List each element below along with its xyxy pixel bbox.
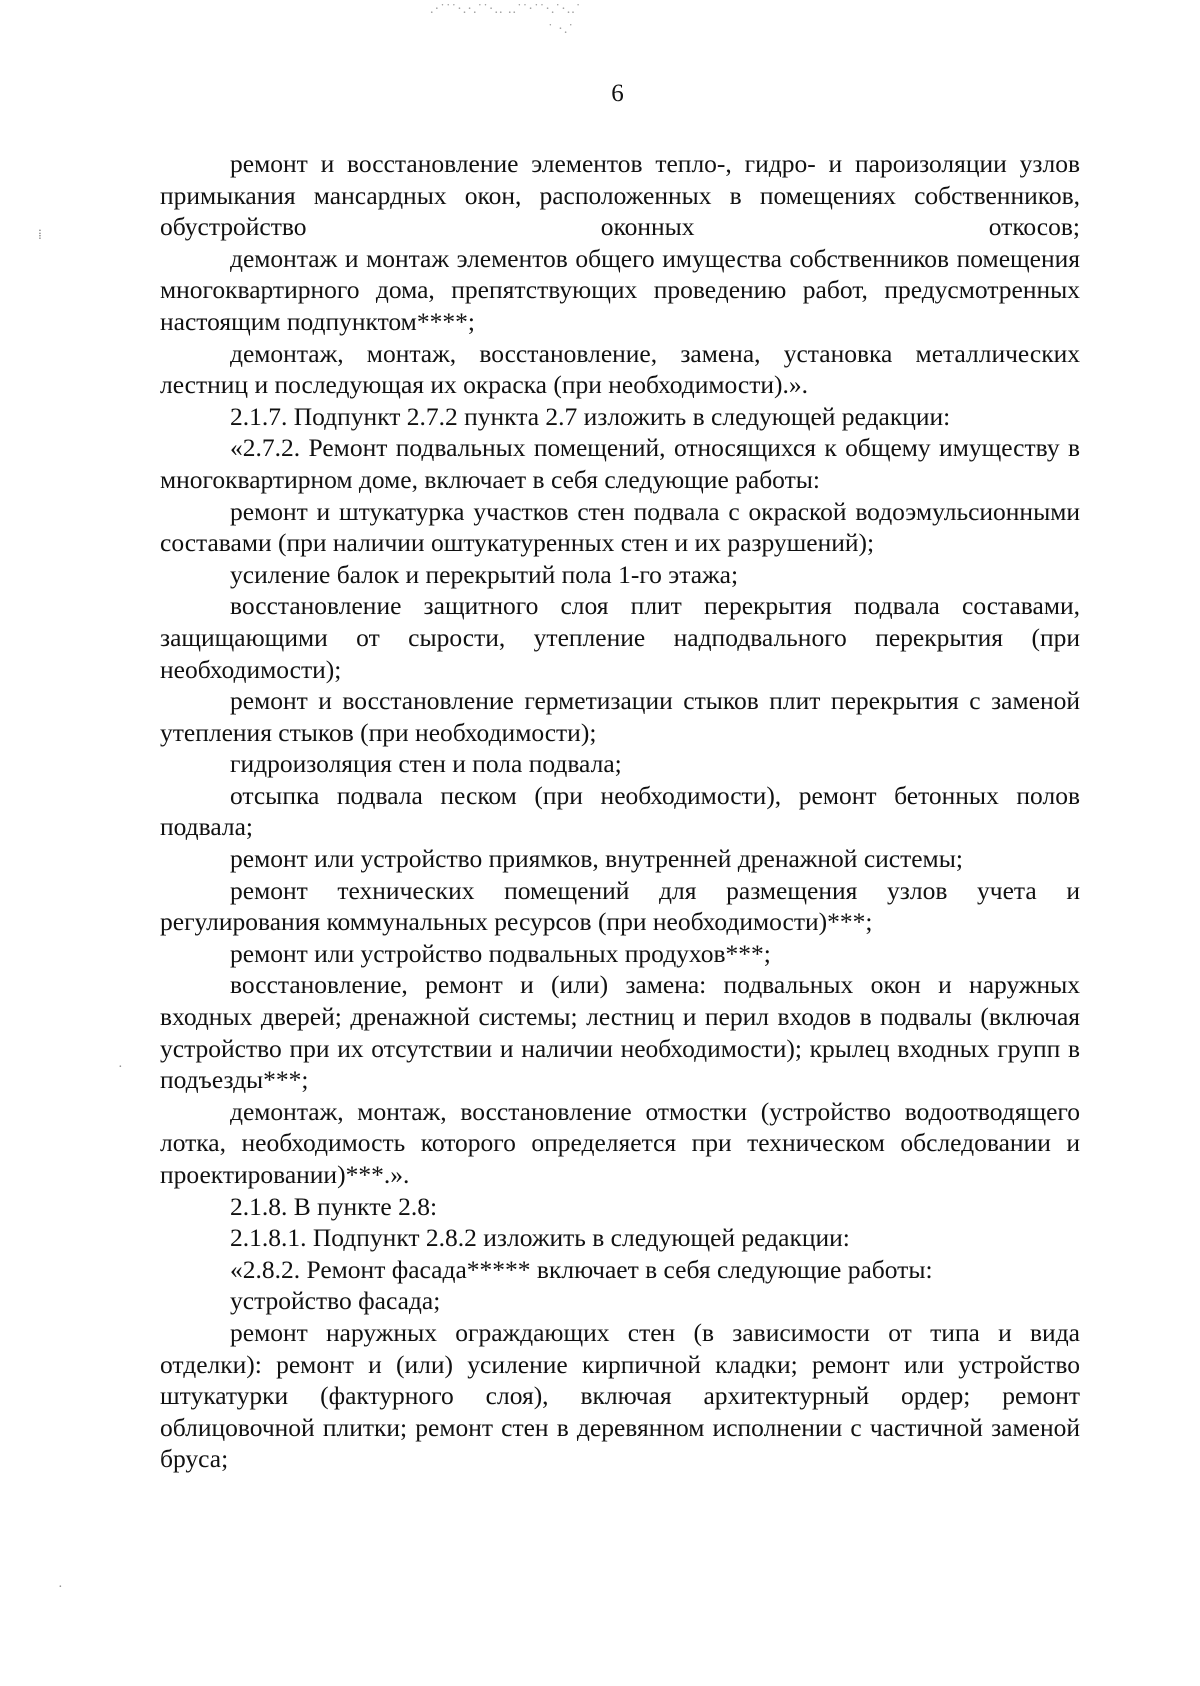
paragraph: демонтаж и монтаж элементов общего имущества собственников помещения многоквартирного дома, препятствующих проведению работ, предусмотренных настоящим подпунктом****; [160, 243, 1080, 336]
paragraph: восстановление защитного слоя плит перекрытия подвала составами, защищающими от сырости, утепление надподвального перекрытия (при необходимости); [160, 591, 1080, 684]
paragraph: «2.7.2. Ремонт подвальных помещений, относящихся к общему имуществу в многоквартирном доме, включает в себя следующие работы: [160, 433, 1080, 494]
document-body [160, 148, 1080, 1475]
paragraph: ремонт или устройство приямков, внутренней дренажной системы; [230, 844, 963, 874]
scan-artifact: · [58, 1580, 63, 1595]
paragraph: устройство фасада; [230, 1286, 441, 1316]
scan-artifact: ˙ ·.˙ [548, 22, 574, 37]
paragraph: 2.1.8.1. Подпункт 2.8.2 изложить в следующей редакции: [230, 1223, 850, 1253]
paragraph: гидроизоляция стен и пола подвала; [230, 749, 622, 779]
paragraph: ремонт или устройство подвальных продухов***; [230, 938, 771, 968]
paragraph: демонтаж, монтаж, восстановление отмостки (устройство водоотводящего лотка, необходимость которого определяется при техническом обследовании и проектировании)***.». [160, 1096, 1080, 1189]
paragraph: ремонт и восстановление герметизации стыков плит перекрытия с заменой утепления стыков (при необходимости); [160, 686, 1080, 747]
scan-artifact: ⁞ [38, 228, 42, 243]
scan-artifact: · [118, 1060, 123, 1075]
paragraph: восстановление, ремонт и (или) замена: подвальных окон и наружных входных дверей; дренажной системы; лестниц и перил входов в подвалы (включая устройство при их отсутствии и наличии необходимости); крылец входных групп в подъезды***; [160, 970, 1080, 1095]
scan-artifact: .·˙˙˙·.·.˙˙·.. ..˙˙·˙˙·.˙·..˙ [430, 2, 582, 17]
paragraph: ремонт наружных ограждающих стен (в зависимости от типа и вида отделки): ремонт и (или) усиление кирпичной кладки; ремонт или устройство штукатурки (фактурного слоя), включая архитектурный ордер; ремонт облицовочной плитки; ремонт стен в деревянном исполнении с частичной заменой бруса; [160, 1317, 1080, 1474]
paragraph: усиление балок и перекрытий пола 1-го этажа; [230, 559, 739, 589]
page-number: 6 [611, 80, 624, 107]
paragraph: демонтаж, монтаж, восстановление, замена, установка металлических лестниц и последующая их окраска (при необходимости).». [160, 338, 1080, 400]
paragraph: ремонт и штукатурка участков стен подвала с окраской водоэмульсионными составами (при наличии оштукатуренных стен и их разрушений); [160, 496, 1080, 558]
paragraph: ремонт технических помещений для размещения узлов учета и регулирования коммунальных ресурсов (при необходимости)***; [160, 875, 1080, 937]
paragraph: 2.1.8. В пункте 2.8: [230, 1191, 438, 1221]
paragraph: ремонт и восстановление элементов тепло-, гидро- и пароизоляции узлов примыкания мансардных окон, расположенных в помещениях собственников, обустройство оконных откосов; [160, 149, 1080, 242]
paragraph: 2.1.7. Подпункт 2.7.2 пункта 2.7 изложить в следующей редакции: [230, 401, 951, 431]
paragraph: отсыпка подвала песком (при необходимости), ремонт бетонных полов подвала; [160, 780, 1080, 842]
paragraph: «2.8.2. Ремонт фасада***** включает в себя следующие работы: [230, 1254, 933, 1284]
